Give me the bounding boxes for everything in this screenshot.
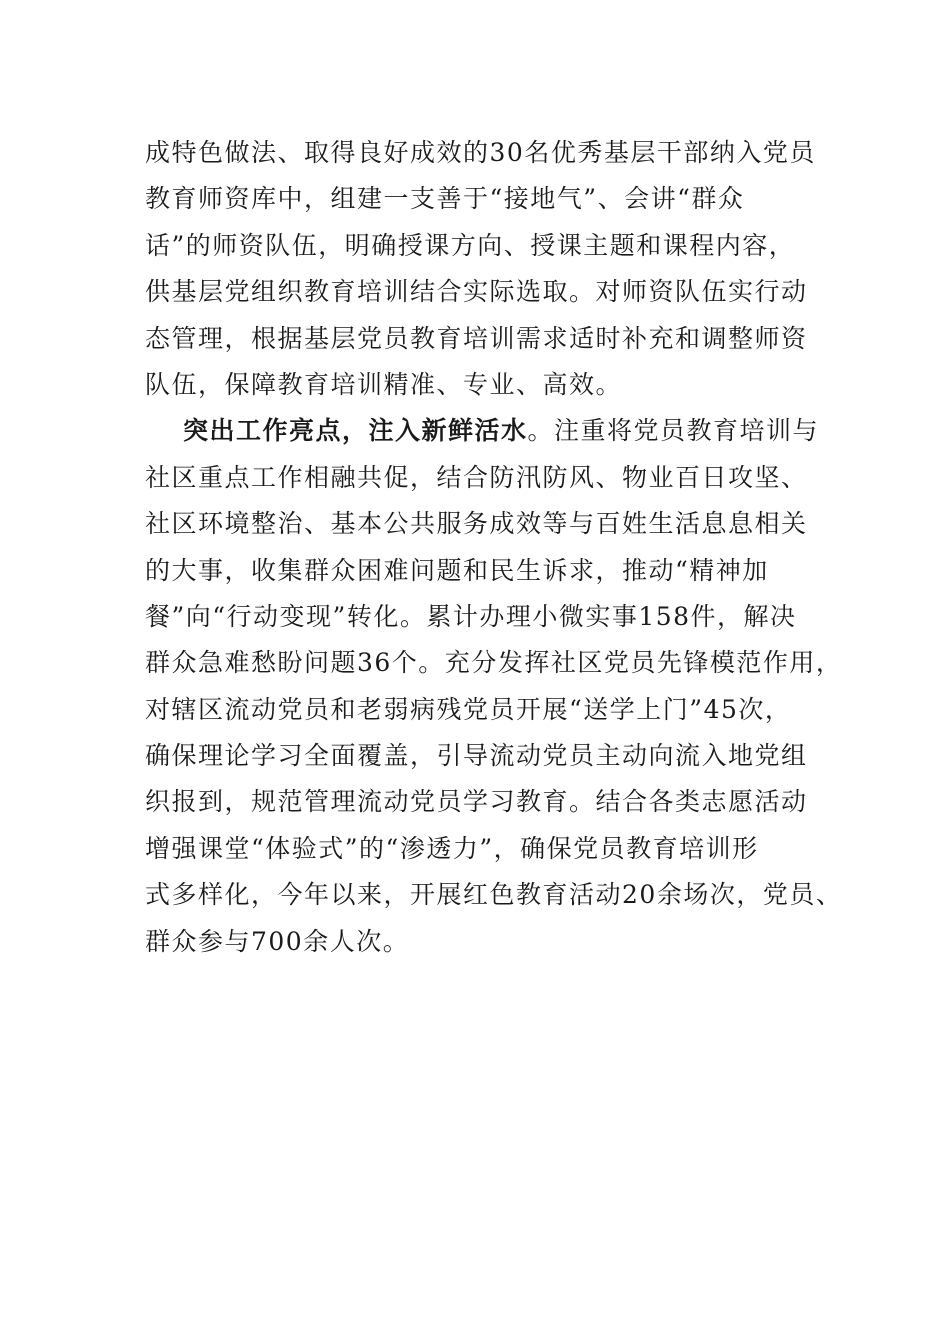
text-line: 对辖区流动党员和老弱病残党员开展“送学上门”45次， [145, 694, 792, 724]
paragraph-teacher-pool [145, 130, 815, 408]
text-line: 餐”向“行动变现”转化。累计办理小微实事158件，解决 [145, 601, 797, 631]
text-line: 社区重点工作相融共促，结合防汛防风、物业百日攻坚、 [145, 462, 808, 492]
text-line: 群众急难愁盼问题36个。充分发挥社区党员先锋模范作用， [145, 648, 843, 678]
body-text [145, 130, 843, 965]
text-line: 成特色做法、取得良好成效的30名优秀基层干部纳入党员 [145, 138, 816, 167]
text-line: 供基层党组织教育培训结合实际选取。对师资队伍实行动 [145, 277, 808, 307]
text-line: 话”的师资队伍，明确授课方向、授课主题和课程内容， [145, 230, 796, 260]
paragraph-heading: 突出工作亮点，注入新鲜活水 [183, 416, 528, 446]
paragraph-highlights [145, 408, 843, 965]
text-line: 队伍，保障教育培训精准、专业、高效。 [145, 369, 623, 399]
text-line: 增强课堂“体验式”的“渗透力”，确保党员教育培训形 [145, 833, 759, 863]
text-line: 群众参与700余人次。 [145, 926, 410, 956]
text-line [145, 408, 820, 454]
heading-continuation: 。注重将党员教育培训与 [527, 416, 820, 446]
text-line: 态管理，根据基层党员教育培训需求适时补充和调整师资 [145, 323, 808, 353]
text-line: 教育师资库中，组建一支善于“接地气”、会讲“群众 [145, 184, 745, 214]
text-line: 的大事，收集群众困难问题和民生诉求，推动“精神加 [145, 555, 769, 585]
text-line: 式多样化，今年以来，开展红色教育活动20余场次，党员、 [145, 880, 843, 910]
text-line: 社区环境整治、基本公共服务成效等与百姓生活息息相关 [145, 509, 808, 539]
text-line: 确保理论学习全面覆盖，引导流动党员主动向流入地党组 [145, 741, 808, 771]
text-line: 织报到，规范管理流动党员学习教育。结合各类志愿活动 [145, 787, 808, 817]
